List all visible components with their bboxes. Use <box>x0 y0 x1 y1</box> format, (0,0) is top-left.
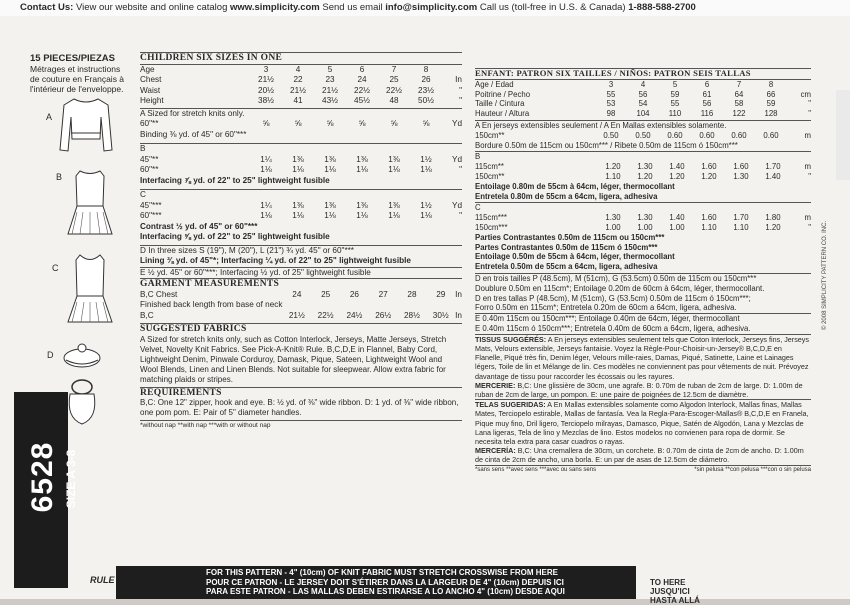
table-cell: 21½ <box>290 85 306 95</box>
french-note-3: l'intérieur de l'enveloppe. <box>30 84 124 94</box>
table-cell: 1.60 <box>733 162 749 172</box>
table-cell: 23½ <box>418 85 434 95</box>
table-cell <box>565 223 597 233</box>
unit-cell: " <box>459 96 462 105</box>
table-cell: 64 <box>734 89 744 99</box>
table-cell: 4 <box>640 79 646 89</box>
table-cell: 1⅜ <box>388 154 400 164</box>
enfant-d-line-3: D en tres tallas P (48.5cm), M (51cm), G (53.5cm) 0.50m de 115cm ó 150cm***; <box>475 293 751 303</box>
enfant-a-table <box>475 131 811 141</box>
view-d-yardage: D In three sizes S (19"), M (20"), L (21") ¾ yd. 45" or 60"*** <box>140 245 354 255</box>
unit-cell: m <box>804 162 811 172</box>
table-cell: 26 <box>421 75 431 84</box>
tissus-title: TISSUS SUGGÉRÉS: <box>475 334 547 344</box>
table-cell: ⅝ <box>294 119 302 128</box>
table-cell: ⅝ <box>262 119 270 128</box>
table-cell: 1.20 <box>669 171 685 181</box>
view-d-hat-drawing <box>62 342 102 372</box>
unit-cell: Yd <box>451 119 462 128</box>
table-cell: 61 <box>702 89 712 99</box>
enfant-d-line-2: Doublure 0.50m en 115cm*; Entoilage 0.20m de 60cm à 64cm, léger, thermocollant. <box>475 283 765 293</box>
row-label: B,C Chest <box>140 289 178 299</box>
table-cell: 55 <box>670 99 680 109</box>
table-cell: 8 <box>423 64 429 74</box>
pieces-count: 15 PIECES/PIEZAS <box>30 53 116 64</box>
table-cell: 1.30 <box>637 162 653 172</box>
mercerie-title: MERCERIE: <box>475 380 516 390</box>
view-c-contrast: Contrast ½ yd. of 45" or 60"*** <box>140 221 258 231</box>
table-cell: 1⅛ <box>260 165 272 174</box>
table-cell: 1.70 <box>765 162 781 172</box>
to-here-label <box>650 578 700 605</box>
french-note-2: de couture en Français à <box>30 74 125 84</box>
table-cell: 22½ <box>386 85 402 95</box>
table-cell: 66 <box>766 89 776 99</box>
view-e-yardage: E ½ yd. 45" or 60"***; Interfacing ½ yd. of 25" lightweight fusible <box>140 267 371 277</box>
row-label: B,C <box>140 310 154 320</box>
enfant-c-line-3: Entoilage 0.50m de 55cm à 64cm, léger, thermocollant <box>475 252 675 262</box>
unit-cell: " <box>808 222 811 232</box>
table-cell: 1.40 <box>765 171 781 181</box>
row-label: 60"*** <box>140 211 162 220</box>
table-cell: 1⅜ <box>292 200 304 210</box>
view-website-text: View our website and online catalog <box>75 2 228 13</box>
table-cell: 22½ <box>354 85 370 95</box>
table-cell: 1⅛ <box>356 211 368 220</box>
row-label: Poitrine / Pecho <box>475 89 531 99</box>
enfant-c-line-2: Partes Contrastantes 0.50m de 115cm ó 150cm*** <box>475 242 658 252</box>
row-label: 45"*** <box>140 200 162 210</box>
enfant-e-line-2: E 0.40m 115cm ó 150cm***; Entretela 0.40m de 60cm a 64cm, ligera, adhesiva. <box>475 323 751 333</box>
table-row <box>140 86 462 97</box>
table-cell: 26½ <box>375 310 392 320</box>
table-cell: 1⅜ <box>356 154 368 164</box>
row-label: 115cm*** <box>475 213 507 223</box>
enfant-yardage-column <box>475 68 811 475</box>
unit-cell: In <box>455 75 462 84</box>
table-cell: 22½ <box>317 310 334 320</box>
table-cell: 1⅜ <box>324 154 336 164</box>
table-cell: 41 <box>293 96 303 105</box>
table-row <box>140 75 462 86</box>
unit-cell: " <box>808 99 811 109</box>
merceria-title: MERCERÍA: <box>475 446 516 456</box>
table-cell: 1.40 <box>669 162 685 172</box>
table-cell: 23 <box>325 75 335 84</box>
stretch-rule-fr: POUR CE PATRON - LE JERSEY DOIT S'ÉTIRER DANS LA LARGEUR DE 4" (10cm) DEPUIS ICI <box>206 577 564 587</box>
table-cell: 45½ <box>354 96 370 105</box>
table-cell: 1¼ <box>260 200 272 210</box>
table-cell: ⅝ <box>390 119 398 128</box>
unit-cell: Yd <box>451 200 462 210</box>
row-label: Finished back length from base of neck <box>140 300 283 309</box>
table-cell: 1.20 <box>605 162 621 172</box>
table-cell <box>282 300 311 311</box>
view-b-interfacing: Interfacing ⅞ yd. of 22" to 25" lightweight fusible <box>140 175 330 185</box>
table-cell: 30½ <box>432 310 449 320</box>
enfant-footnote-fr: *sans sens **avec sens ***avec ou sans sens <box>475 466 597 473</box>
table-cell: 122 <box>732 109 746 119</box>
table-cell: 21½ <box>288 310 305 320</box>
view-label-a: A <box>46 112 53 122</box>
suggested-fabrics-title: SUGGESTED FABRICS <box>140 324 247 334</box>
row-label: 150cm** <box>475 130 505 140</box>
view-label-c: C <box>52 263 59 273</box>
table-row <box>475 99 811 109</box>
tissus-text: A En jerseys extensibles seulement tels que Coton Interlock, Jerseys fins, Jerseys Mats, Velours extensible, Jerseys fantaisie. Voyez la Règle-Pour-Choisir-un-Jersey® B,C,D,E en Flanelle, Piqué très fin, Denim léger, Velours mille-raies, Damas, Piqué, Satinette, Laine et Lainages légers, Toile de lin et Mélange de lin. Ces modèles ne conviennent pas pour vêtements de nuit. Prévoyez davantage de tissu pour raccorder les écossais ou les rayures. <box>475 334 809 381</box>
table-cell: 6 <box>704 79 710 89</box>
table-cell: 1⅛ <box>356 165 368 174</box>
table-cell: 1⅜ <box>292 154 304 164</box>
view-b-dress-drawing <box>60 168 120 238</box>
table-cell: 1.40 <box>669 213 685 223</box>
table-cell: 1½ <box>420 154 432 164</box>
table-cell: 1¼ <box>260 154 272 164</box>
table-cell: 1.00 <box>637 222 653 232</box>
table-cell: 56 <box>702 99 712 109</box>
table-cell <box>565 162 597 172</box>
enfant-a-line: A En jerseys extensibles seulement / A En Mallas extensibles solamente. <box>475 120 727 130</box>
table-row <box>475 162 811 172</box>
unit-cell: cm <box>800 89 811 99</box>
unit-cell <box>442 65 462 76</box>
table-cell: 24 <box>292 289 302 299</box>
to-here-es: HASTA ALLÁ <box>650 596 700 605</box>
table-cell: 1⅛ <box>292 165 304 174</box>
table-cell: 1⅛ <box>388 165 400 174</box>
enfant-footnote-es: *sin pelusa **con pelusa ***con o sin pelusa <box>694 466 811 473</box>
children-yardage-column <box>140 52 462 432</box>
table-cell: 25 <box>321 289 331 299</box>
table-row <box>475 172 811 182</box>
table-row <box>475 109 811 119</box>
table-cell: ⅝ <box>422 119 430 128</box>
table-cell: 116 <box>700 109 714 119</box>
enfant-size-table <box>475 80 811 119</box>
table-cell: 1½ <box>420 200 432 210</box>
enfant-b-entoilage: Entoilage 0.80m de 55cm à 64cm, léger, thermocollant <box>475 181 675 191</box>
row-label: 115cm** <box>475 162 504 172</box>
table-cell: 7 <box>391 64 397 74</box>
table-row <box>140 300 462 311</box>
row-label: Age <box>140 64 155 74</box>
table-cell: 1⅛ <box>420 211 432 220</box>
website-link[interactable]: www.simplicity.com <box>230 2 320 13</box>
table-cell: 59 <box>670 89 680 99</box>
unit-cell: m <box>804 213 811 223</box>
table-cell: 4 <box>295 64 301 74</box>
pattern-number: 6528 <box>26 441 59 513</box>
unit-cell <box>455 300 462 311</box>
unit-cell: " <box>459 85 462 95</box>
unit-cell: Yd <box>451 154 462 164</box>
table-row <box>140 201 462 212</box>
table-cell <box>426 300 455 311</box>
table-cell: 25 <box>389 75 399 84</box>
enfant-a-bordure: Bordure 0.50m de 115cm ou 150cm*** / Ribete 0.50m de 115cm ó 150cm*** <box>475 140 738 150</box>
table-cell: 1.10 <box>605 171 621 181</box>
table-cell: 5 <box>672 79 678 89</box>
size-range: SIZE A 3-8 <box>64 449 78 509</box>
view-a-note: A Sized for stretch knits only. <box>140 108 245 118</box>
table-cell: 1.70 <box>733 213 749 223</box>
table-cell: 8 <box>768 79 774 89</box>
merceria-text: B,C: Una cremallera de 30cm, un corchete. B: 0.70m de cinta de 2cm de ancho. D: 1.00m de cinta de 2cm de ancho, una borla. E: un par de asas de 12.5cm de diámetro. <box>475 446 804 465</box>
view-a-table <box>140 119 462 130</box>
table-row <box>140 65 462 76</box>
enfant-b-table <box>475 162 811 182</box>
table-cell: 0.50 <box>635 130 651 140</box>
contact-bar <box>0 0 850 16</box>
enfant-c-line-4: Entretela 0.50m de 55cm a 64cm, ligera, adhesiva <box>475 262 658 272</box>
table-cell: 1.30 <box>605 213 621 223</box>
unit-cell: " <box>459 211 462 220</box>
table-cell: 38½ <box>258 96 274 105</box>
table-cell: 0.60 <box>763 130 779 140</box>
row-label: 60"** <box>140 119 159 128</box>
row-label: 45"** <box>140 154 159 164</box>
phone-number: 1-888-588-2700 <box>628 2 696 13</box>
table-row <box>140 211 462 222</box>
table-cell <box>369 300 398 311</box>
table-row <box>475 213 811 223</box>
email-link[interactable]: info@simplicity.com <box>385 2 478 13</box>
table-cell <box>340 300 369 311</box>
children-footnote: *without nap **with nap ***with or without nap <box>140 422 271 429</box>
telas-text: A En Mallas extensibles solamente como Algodon Interlock, Mallas finas, Mallas Mates, Terciopelo estirable, Mallas de fantasía. Vea la Regla-Para-Escoger-Mallas® B,C,D,E en Franela, Pique muy fino, Dril ligero, Terciopelo milrayas, Damasco, Pique, Satén de Algodón, Lana y Mezclas de Lana ligeras, Tela de lino y Mezclas de lino. Estos modelos no convienen para ropa de dormir. Se necesita tela extra para casar cuadros o rayas. <box>475 400 809 446</box>
table-cell: 56 <box>638 89 648 99</box>
requirements-title: REQUIREMENTS <box>140 387 222 398</box>
table-cell: 1.10 <box>733 222 749 232</box>
unit-cell: " <box>808 109 811 119</box>
table-cell: 110 <box>668 109 682 119</box>
table-cell: 26 <box>349 289 359 299</box>
row-label: Waist <box>140 85 161 95</box>
view-a-top-drawing <box>56 95 116 160</box>
view-label-d: D <box>47 350 54 360</box>
table-cell: 128 <box>764 109 778 119</box>
view-b-table <box>140 155 462 176</box>
telas-title: TELAS SUGERIDAS: <box>475 400 546 410</box>
view-label-b: B <box>56 172 63 182</box>
table-cell: 1.20 <box>701 171 717 181</box>
table-row <box>140 119 462 130</box>
unit-cell: " <box>808 171 811 181</box>
enfant-c-table <box>475 213 811 233</box>
table-cell: 1⅜ <box>356 200 368 210</box>
table-row <box>475 80 811 90</box>
stretch-rule-es: PARA ESTE PATRON - LAS MALLAS DEBEN ESTIRARSE A LO ANCHO 4" (10cm) DESDE AQUI <box>206 587 565 596</box>
enfant-b-entretela: Entretela 0.80m de 55cm a 64cm, ligera, adhesiva <box>475 191 658 201</box>
view-a-binding: Binding ⅜ yd. of 45" or 60"*** <box>140 129 247 139</box>
table-cell: 55 <box>606 89 616 99</box>
table-row <box>140 165 462 176</box>
table-cell: 1.00 <box>669 222 685 232</box>
row-label: Age / Edad <box>475 79 514 89</box>
left-info <box>30 54 140 94</box>
table-cell: 1⅛ <box>324 211 336 220</box>
table-row <box>140 96 462 107</box>
table-cell: 1⅛ <box>260 211 272 220</box>
table-cell: 28 <box>407 289 417 299</box>
table-cell: 1.60 <box>701 213 717 223</box>
enfant-title: ENFANT: PATRON SIX TAILLES / NIÑOS: PATRON SEIS TALLAS <box>475 68 751 78</box>
table-cell: 1⅜ <box>388 200 400 210</box>
table-cell: 22 <box>293 75 303 84</box>
table-cell: 6 <box>359 64 365 74</box>
table-cell: 50½ <box>418 96 434 105</box>
table-cell: 1⅜ <box>324 200 336 210</box>
view-c-table <box>140 201 462 222</box>
children-title: CHILDREN SIX SIZES IN ONE <box>140 53 283 63</box>
row-label: 150cm** <box>475 171 505 181</box>
table-cell: 29 <box>436 289 446 299</box>
table-cell: 1.80 <box>765 213 781 223</box>
table-cell: 0.60 <box>667 130 683 140</box>
french-note-1: Métrages et instructions <box>30 64 121 74</box>
enfant-d-line-1: D en trois tailles P (48.5cm), M (51cm), G (53.5cm) 0.50m de 115cm ou 150cm*** <box>475 273 757 283</box>
view-d-lining: Lining ⅜ yd. of 45"*; Interfacing ¼ yd. of 22" to 25" lightweight fusible <box>140 256 411 265</box>
enfant-c-label: C <box>475 203 481 213</box>
suggested-fabrics-text: A Sized for stretch knits only, such as Cotton Interlock, Jerseys, Matte Jerseys, Stretch Velvet, Novelty Knit Fabrics. See Pick-A-Knit® Rule. B,C,D,E in Flannel, Baby Cord, Lightweight Denim, Pinwale Corduroy, Damask, Pique, Sateen, Lightweight Wool and Wool Blends, Linen and Linen Blends. Not suitable for sleepwear. Allow extra fabric for matching plaids or stripes. <box>140 334 447 384</box>
stretch-rule-strip <box>116 566 636 599</box>
table-cell: 98 <box>606 109 616 119</box>
table-cell: 24½ <box>346 310 363 320</box>
table-cell: 1⅛ <box>420 165 432 174</box>
unit-cell <box>787 80 811 90</box>
mercerie-text: B,C: Une glissière de 30cm, une agrafe. B: 0.70m de ruban de 2cm de large. D: 1.00m de ruban de 2cm de large, un pompon. E: une paire de poignées de 12.5cm de diamètre. <box>475 380 803 399</box>
table-cell: 59 <box>766 99 776 109</box>
table-cell <box>311 300 340 311</box>
table-cell: 53 <box>606 99 616 109</box>
table-cell: 1.60 <box>701 162 717 172</box>
row-label: Taille / Cintura <box>475 99 525 109</box>
row-label: 60"** <box>140 165 159 174</box>
rule-label: RULE <box>90 575 115 585</box>
row-label: Chest <box>140 75 162 84</box>
table-cell: 7 <box>736 79 742 89</box>
table-cell: 48 <box>389 96 399 105</box>
table-cell: 27 <box>378 289 388 299</box>
row-label: 150cm*** <box>475 222 508 232</box>
table-cell: 3 <box>608 79 614 89</box>
table-row <box>475 90 811 100</box>
table-row <box>140 155 462 166</box>
enfant-e-line-1: E 0.40m 115cm ou 150cm***; Entoilage 0.40m de 64cm, léger, thermocollant <box>475 314 740 324</box>
table-cell: 1⅛ <box>324 165 336 174</box>
table-cell: 5 <box>327 64 333 74</box>
contact-label: Contact Us: <box>20 2 74 13</box>
pattern-number-block <box>14 392 78 588</box>
view-c-label: C <box>140 190 146 199</box>
row-label: Height <box>140 96 164 105</box>
view-c-dress-drawing <box>60 252 120 327</box>
stretch-rule-en: FOR THIS PATTERN - 4" (10cm) OF KNIT FABRIC MUST STRETCH CROSSWISE FROM HERE <box>206 568 558 577</box>
envelope-edge <box>836 90 850 180</box>
view-c-interfacing: Interfacing ⅝ yd. of 22" to 25" lightweight fusible <box>140 232 330 241</box>
table-cell: 24 <box>357 75 367 84</box>
table-cell: 28½ <box>404 310 420 320</box>
copyright-vertical: © 2008 SIMPLICITY PATTERN CO. INC. <box>822 220 828 330</box>
to-here-fr: JUSQU'ICI <box>650 587 690 596</box>
unit-cell: In <box>455 289 462 299</box>
requirements-text: B,C: One 12" zipper, hook and eye. B: ½ yd. of ⅜" wide ribbon. D: 1 yd. of ⅜" wide ribbon, one pom pom. E: Pair of 5" diameter handles. <box>140 398 459 417</box>
table-cell: 1⅛ <box>292 211 304 220</box>
table-cell: ⅝ <box>358 119 366 128</box>
table-cell: 20½ <box>258 85 274 95</box>
table-cell: ⅝ <box>326 119 334 128</box>
enfant-d-line-4: Forro 0.50m en 115cm*; Entretela 0.20m de 60cm a 64cm, ligera, adhesiva. <box>475 303 737 313</box>
table-cell: 1.30 <box>733 171 749 181</box>
table-cell: 21½ <box>258 75 274 84</box>
table-cell: 1.30 <box>637 213 653 223</box>
enfant-b-label: B <box>475 152 481 162</box>
table-row <box>140 290 462 301</box>
table-cell: 1⅛ <box>388 211 400 220</box>
unit-cell: m <box>804 130 811 140</box>
garment-measurements-table <box>140 290 462 322</box>
table-row <box>475 223 811 233</box>
table-row <box>475 131 811 141</box>
call-text: Call us (toll-free in U.S. & Canada) <box>479 2 626 13</box>
enfant-c-line-1: Parties Contrastantes 0.50m de 115cm ou 150cm*** <box>475 232 665 242</box>
table-cell <box>565 172 597 182</box>
table-cell: 1.20 <box>637 171 653 181</box>
table-cell: 58 <box>734 99 744 109</box>
unit-cell: " <box>459 165 462 174</box>
table-cell <box>398 300 427 311</box>
view-b-label: B <box>140 144 146 153</box>
table-cell: 1.20 <box>765 222 781 232</box>
send-email-text: Send us email <box>322 2 383 13</box>
table-cell: 43½ <box>322 96 338 105</box>
table-cell <box>565 213 597 223</box>
table-cell: 0.60 <box>699 130 715 140</box>
table-cell: 3 <box>263 64 269 74</box>
row-label: Hauteur / Altura <box>475 109 530 119</box>
to-here-en: TO HERE <box>650 578 686 587</box>
table-cell: 104 <box>636 109 650 119</box>
table-cell: 21½ <box>322 85 338 95</box>
unit-cell: In <box>455 310 462 320</box>
table-cell: 54 <box>638 99 648 109</box>
garment-measurements-title: GARMENT MEASUREMENTS <box>140 279 280 289</box>
table-row <box>140 311 462 322</box>
children-size-table <box>140 65 462 107</box>
table-cell: 0.60 <box>731 130 747 140</box>
table-cell: 1.00 <box>605 222 621 232</box>
table-cell: 0.50 <box>603 130 619 140</box>
table-cell: 1.10 <box>701 222 717 232</box>
